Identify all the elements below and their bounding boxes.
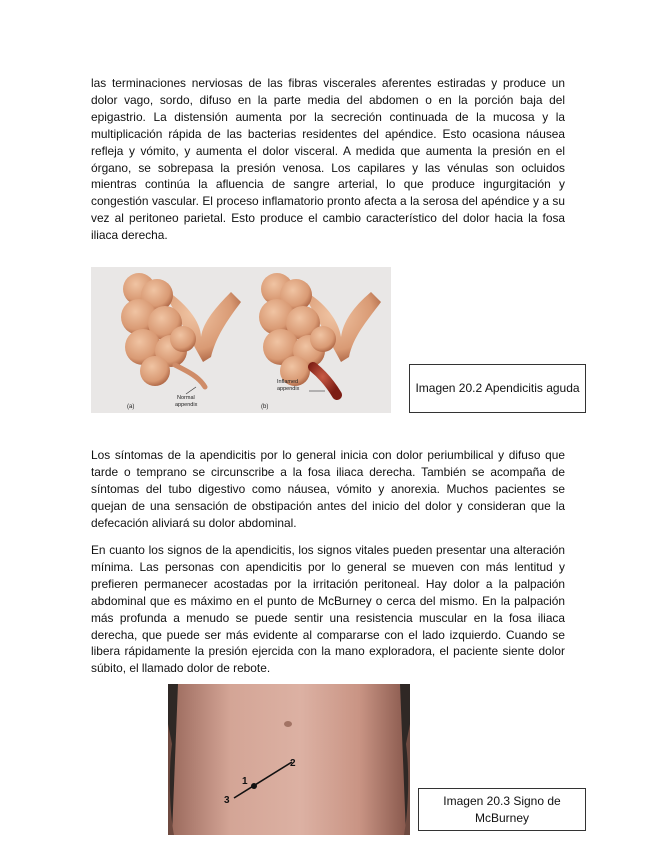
normal-label-line2: appendix	[175, 402, 198, 408]
paragraph-1: las terminaciones nerviosas de las fibras viscerales aferentes estiradas y produce un dolor vago, sordo, difuso en la parte media del abdomen o en la porción baja del epigastrio. La distensión aumenta por la secreción continuada de la mucosa y la multiplicación rápida de las bacterias residentes del apéndice. Esto ocasiona náusea refleja y vómito, y aumenta el dolor visceral. A medida que aumenta la presión en el órgano, se sobrepasa la presión venosa. Los capilares y las vénulas son ocluidos mientras continúa la afluencia de sangre arterial, lo que produce ingurgitación y congestión vascular. El proceso inflamatorio pronto afecta a la serosa del apéndice y a su vez al peritoneo parietal. Esto produce el cambio característico del dolor hacia la fosa iliaca derecha.	[91, 76, 565, 243]
torso-shape	[172, 684, 406, 835]
inflamed-label-line1: Inflamed	[277, 379, 299, 385]
figure-1-caption-text: Imagen 20.2 Apendicitis aguda	[415, 381, 580, 395]
figure-1-caption	[409, 364, 586, 413]
appendicitis-drawing	[91, 267, 391, 413]
inflamed-label-line2: appendix	[277, 386, 300, 392]
normal-colon-shape	[121, 273, 241, 387]
mcburney-photo	[168, 684, 410, 835]
point-2-label: 2	[290, 758, 296, 769]
paragraph-2: Los síntomas de la apendicitis por lo general inicia con dolor periumbilical y difuso que tarde o temprano se circunscribe a la fosa iliaca derecha. También se acompaña de síntomas del tubo digestivo como náusea, vómito y anorexia. Muchos pacientes se quejan de una sensación de obstipación antes del inicio del dolor y consideran que la defecación aliviará su dolor abdominal.	[91, 448, 565, 530]
panel-a-label: (a)	[127, 404, 135, 410]
paragraph-3: En cuanto los signos de la apendicitis, los signos vitales pueden presentar una alteración mínima. Las personas con apendicitis por lo general se mueven con más lentitud y prefieren permanecer acostadas por la irritación peritoneal. Hay dolor a la palpación abdominal que es máximo en el punto de McBurney o cerca del mismo. En la palpación más profunda a menudo se puede sentir una resistencia muscular en la fosa iliaca derecha, que puede ser más evidente al compararse con el lado izquierdo. Cuando se libera rápidamente la presión ejercida con la mano exploradora, el paciente siente dolor súbito, el llamado dolor de rebote.	[91, 543, 565, 676]
point-1-label: 1	[242, 776, 248, 787]
inflamed-colon-shape	[259, 273, 381, 395]
panel-b-label: (b)	[261, 404, 269, 410]
point-3-label: 3	[224, 795, 230, 806]
normal-label-line1: Normal	[177, 395, 195, 401]
figure-2-caption-text: Imagen 20.3 Signo de McBurney	[443, 793, 561, 825]
appendicitis-illustration	[91, 267, 391, 413]
mcburney-point	[251, 783, 257, 789]
figure-2-caption	[418, 788, 586, 831]
mcburney-drawing	[168, 684, 410, 835]
